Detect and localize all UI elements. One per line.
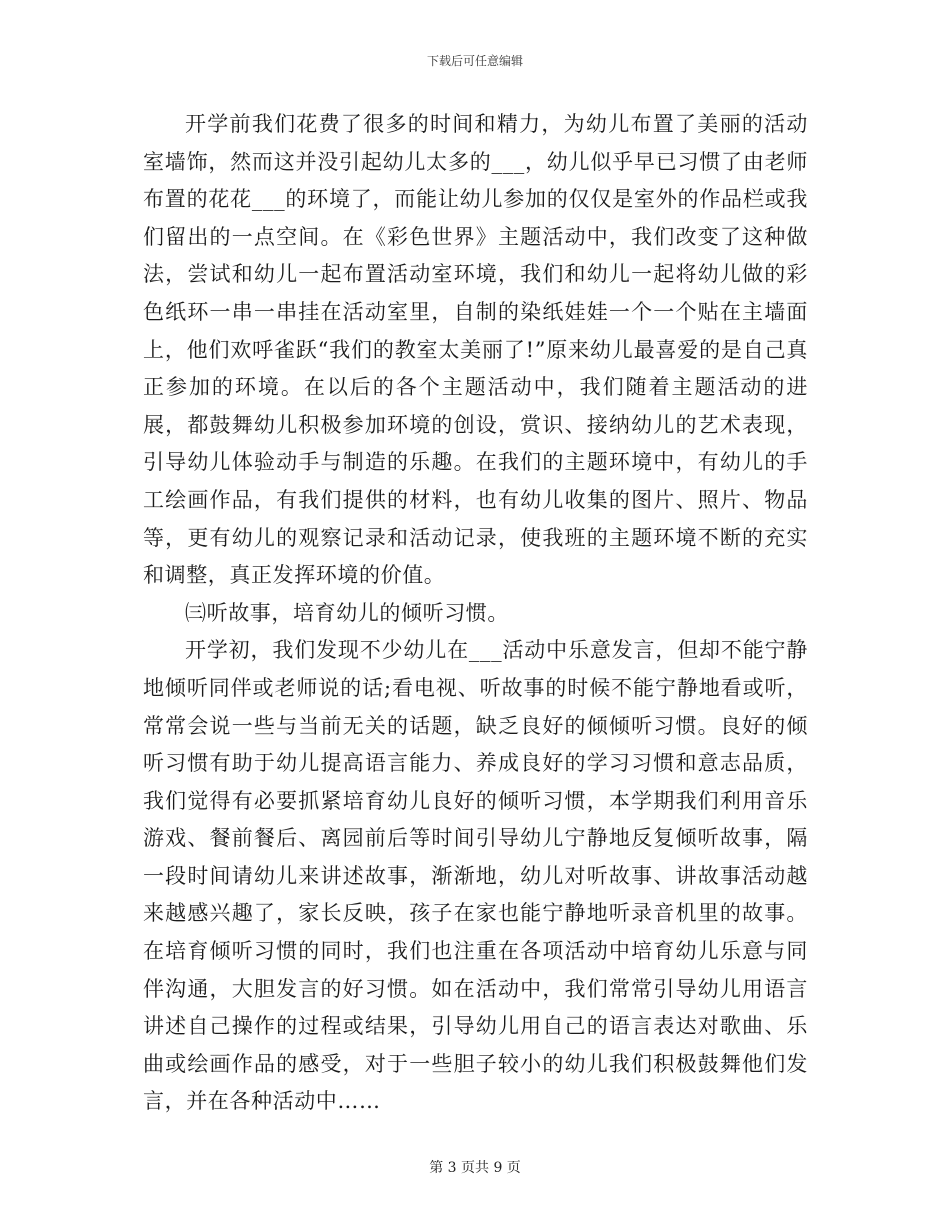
document-body	[143, 106, 808, 1121]
page-number: 第 3 页共 9 页	[429, 1160, 521, 1176]
page-header: 下载后可任意编辑	[426, 54, 523, 68]
paragraph-environment: 开学前我们花费了很多的时间和精力，为幼儿布置了美丽的活动室墙饰，然而这并没引起幼儿太多的___，幼儿似乎早已习惯了由老师布置的花花___的环境了，而能让幼儿参加的仅仅是室外的作品栏或我们留出的一点空间。在《彩色世界》主题活动中，我们改变了这种做法，尝试和幼儿一起布置活动室环境，我们和幼儿一起将幼儿做的彩色纸环一串一串挂在活动室里，自制的染纸娃娃一个一个贴在主墙面上，他们欢呼雀跃“我们的教室太美丽了!”原来幼儿最喜爱的是自己真正参加的环境。在以后的各个主题活动中，我们随着主题活动的进展，都鼓舞幼儿积极参加环境的创设，赏识、接纳幼儿的艺术表现，引导幼儿体验动手与制造的乐趣。在我们的主题环境中，有幼儿的手工绘画作品，有我们提供的材料，也有幼儿收集的图片、照片、物品等，更有幼儿的观察记录和活动记录，使我班的主题环境不断的充实和调整，真正发挥环境的价值。	[143, 112, 808, 588]
paragraph-listening: 开学初，我们发现不少幼儿在___活动中乐意发言，但却不能宁静地倾听同伴或老师说的话;看电视、听故事的时候不能宁静地看或听，常常会说一些与当前无关的话题，缺乏良好的倾倾听习惯。良好的倾听习惯有助于幼儿提高语言能力、养成良好的学习习惯和意志品质，我们觉得有必要抓紧培育幼儿良好的倾听习惯，本学期我们利用音乐游戏、餐前餐后、离园前后等时间引导幼儿宁静地反复倾听故事，隔一段时间请幼儿来讲述故事，渐渐地，幼儿对听故事、讲故事活动越来越感兴趣了，家长反映，孩子在家也能宁静地听录音机里的故事。在培育倾听习惯的同时，我们也注重在各项活动中培育幼儿乐意与同伴沟通，大胆发言的好习惯。如在活动中，我们常常引导幼儿用语言讲述自己操作的过程或结果，引导幼儿用自己的语言表达对歌曲、乐曲或绘画作品的感受，对于一些胆子较小的幼儿我们积极鼓舞他们发言，并在各种活动中……	[143, 638, 808, 1114]
section-heading-listening: ㈢听故事，培育幼儿的倾听习惯。	[185, 600, 509, 625]
